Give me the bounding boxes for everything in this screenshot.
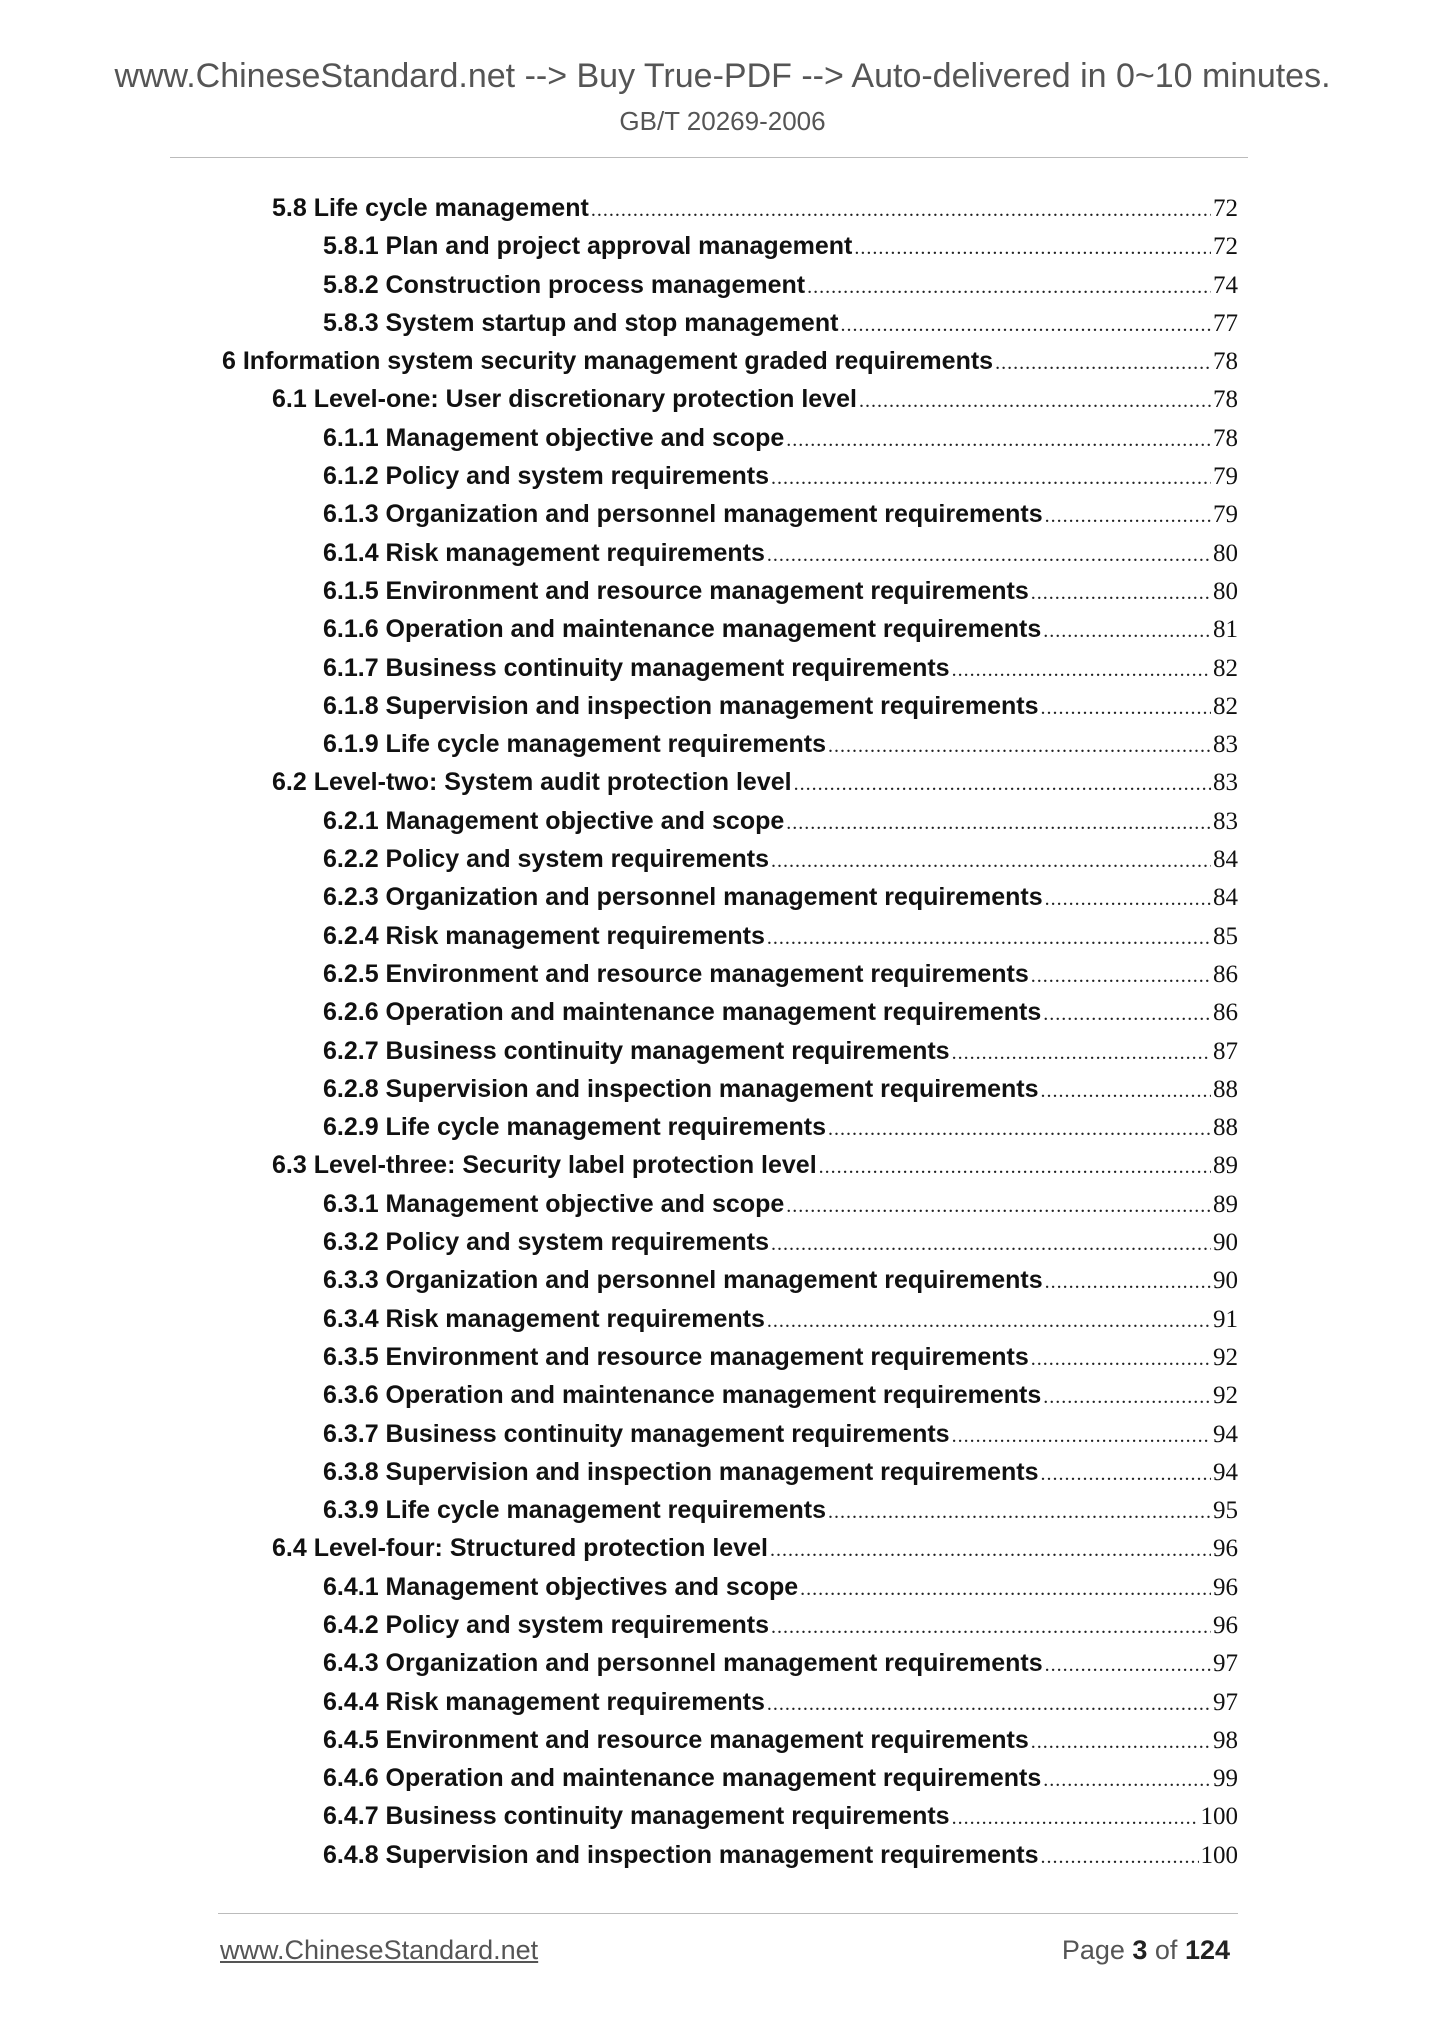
toc-dot-leader bbox=[767, 1302, 1211, 1340]
toc-dot-leader bbox=[1043, 612, 1211, 650]
toc-entry-title: 6.3.2 Policy and system requirements bbox=[323, 1228, 770, 1257]
toc-entry-title: 5.8.1 Plan and project approval management bbox=[323, 232, 853, 261]
toc-entry-title: 6 Information system security management graded requirements bbox=[222, 347, 994, 376]
toc-dot-leader bbox=[1040, 1072, 1211, 1110]
toc-entry-title: 6.1.5 Environment and resource management requirements bbox=[323, 576, 1029, 605]
toc-entry-title: 6.3.9 Life cycle management requirements bbox=[323, 1496, 826, 1525]
toc-entry[interactable] bbox=[0, 1683, 1445, 1721]
toc-dot-leader bbox=[591, 191, 1211, 229]
toc-entry[interactable] bbox=[0, 457, 1445, 495]
toc-dot-leader bbox=[1045, 880, 1211, 918]
footer-site-link[interactable]: www.ChineseStandard.net bbox=[220, 1935, 539, 1965]
toc-entry-page: 96 bbox=[1213, 1535, 1238, 1563]
toc-entry[interactable] bbox=[0, 419, 1445, 457]
toc-entry-title: 6.4.7 Business continuity management requirements bbox=[323, 1802, 950, 1831]
toc-entry-title: 6.3.5 Environment and resource management requirements bbox=[323, 1342, 1029, 1371]
toc-entry-page: 100 bbox=[1200, 1841, 1238, 1869]
toc-dot-leader bbox=[771, 459, 1211, 497]
footer-divider bbox=[218, 1913, 1238, 1914]
toc-entry-title: 6.2.7 Business continuity management requirements bbox=[323, 1036, 950, 1065]
toc-entry[interactable] bbox=[0, 304, 1445, 342]
toc-entry-title: 6.1.9 Life cycle management requirements bbox=[323, 730, 826, 759]
toc-dot-leader bbox=[828, 1110, 1211, 1148]
toc-entry[interactable] bbox=[0, 1491, 1445, 1529]
toc-entry-page: 84 bbox=[1213, 846, 1238, 874]
toc-entry-page: 72 bbox=[1213, 233, 1238, 261]
toc-entry-page: 89 bbox=[1213, 1190, 1238, 1218]
toc-entry[interactable] bbox=[0, 1453, 1445, 1491]
toc-entry-page: 79 bbox=[1213, 501, 1238, 529]
toc-entry-title: 6.4.2 Policy and system requirements bbox=[323, 1610, 770, 1639]
standard-code: GB/T 20269-2006 bbox=[619, 106, 826, 136]
toc-dot-leader bbox=[1031, 574, 1211, 612]
toc-entry-title: 6.4.4 Risk management requirements bbox=[323, 1687, 765, 1716]
toc-entry-page: 80 bbox=[1213, 539, 1238, 567]
toc-entry[interactable] bbox=[0, 342, 1445, 380]
toc-entry-page: 86 bbox=[1213, 999, 1238, 1027]
toc-entry-title: 6.2.9 Life cycle management requirements bbox=[323, 1113, 826, 1142]
toc-entry[interactable] bbox=[0, 1185, 1445, 1223]
toc-entry-page: 86 bbox=[1213, 960, 1238, 988]
toc-entry-page: 91 bbox=[1213, 1305, 1238, 1333]
toc-entry-title: 6.4.1 Management objectives and scope bbox=[323, 1572, 799, 1601]
toc-entry-page: 74 bbox=[1213, 271, 1238, 299]
page-prefix: Page bbox=[1061, 1935, 1133, 1965]
toc-entry[interactable] bbox=[0, 1759, 1445, 1797]
toc-entry[interactable] bbox=[0, 1721, 1445, 1759]
toc-dot-leader bbox=[952, 1799, 1199, 1837]
toc-dot-leader bbox=[767, 1685, 1211, 1723]
toc-entry-page: 79 bbox=[1213, 463, 1238, 491]
toc-dot-leader bbox=[828, 1493, 1211, 1531]
toc-entry[interactable] bbox=[0, 1644, 1445, 1682]
toc-entry-page: 78 bbox=[1213, 348, 1238, 376]
toc-dot-leader bbox=[995, 344, 1211, 382]
toc-dot-leader bbox=[1040, 689, 1211, 727]
toc-dot-leader bbox=[800, 1570, 1211, 1608]
toc-entry-page: 82 bbox=[1213, 654, 1238, 682]
toc-entry[interactable] bbox=[0, 955, 1445, 993]
toc-dot-leader bbox=[771, 842, 1211, 880]
toc-dot-leader bbox=[952, 1034, 1211, 1072]
toc-dot-leader bbox=[1031, 1723, 1211, 1761]
toc-entry-page: 78 bbox=[1213, 424, 1238, 452]
toc-entry-title: 6.4.6 Operation and maintenance management requirements bbox=[323, 1764, 1042, 1793]
toc-dot-leader bbox=[794, 765, 1211, 803]
toc-dot-leader bbox=[767, 919, 1211, 957]
toc-entry[interactable] bbox=[0, 1797, 1445, 1835]
toc-entry[interactable] bbox=[0, 763, 1445, 801]
toc-entry-title: 6.2.8 Supervision and inspection management requirements bbox=[323, 1074, 1039, 1103]
toc-entry-page: 81 bbox=[1213, 616, 1238, 644]
toc-entry-title: 5.8.2 Construction process management bbox=[323, 270, 806, 299]
toc-entry[interactable] bbox=[0, 1338, 1445, 1376]
toc-entry-title: 6.2.6 Operation and maintenance management requirements bbox=[323, 998, 1042, 1027]
toc-entry[interactable] bbox=[0, 1568, 1445, 1606]
header-divider bbox=[170, 157, 1248, 158]
toc-dot-leader bbox=[771, 1225, 1211, 1263]
toc-dot-leader bbox=[952, 1417, 1211, 1455]
toc-entry-title: 6.4.8 Supervision and inspection management requirements bbox=[323, 1840, 1039, 1869]
toc-entry[interactable] bbox=[0, 878, 1445, 916]
toc-entry[interactable] bbox=[0, 495, 1445, 533]
page-total: 124 bbox=[1184, 1935, 1230, 1965]
header-banner: www.ChineseStandard.net --> Buy True-PDF --> Auto-delivered in 0~10 minutes. bbox=[114, 57, 1331, 95]
toc-dot-leader bbox=[840, 306, 1211, 344]
toc-entry-page: 72 bbox=[1213, 195, 1238, 222]
toc-entry-page: 97 bbox=[1213, 1650, 1238, 1678]
toc-entry[interactable] bbox=[0, 1300, 1445, 1338]
toc-entry-page: 94 bbox=[1213, 1458, 1238, 1486]
toc-entry[interactable] bbox=[0, 1376, 1445, 1414]
toc-entry[interactable] bbox=[0, 610, 1445, 648]
toc-entry-page: 96 bbox=[1213, 1573, 1238, 1601]
toc-entry-page: 80 bbox=[1213, 577, 1238, 605]
toc-entry[interactable] bbox=[0, 227, 1445, 265]
toc-entry[interactable] bbox=[0, 1032, 1445, 1070]
toc-dot-leader bbox=[952, 651, 1211, 689]
toc-dot-leader bbox=[1045, 1646, 1211, 1684]
toc-entry-page: 97 bbox=[1213, 1688, 1238, 1716]
toc-entry-title: 6.1.7 Business continuity management requirements bbox=[323, 653, 950, 682]
toc-entry-page: 88 bbox=[1213, 1075, 1238, 1103]
table-of-contents bbox=[0, 189, 1445, 1874]
toc-entry-page: 87 bbox=[1213, 1037, 1238, 1065]
toc-entry[interactable] bbox=[0, 1415, 1445, 1453]
toc-dot-leader bbox=[859, 382, 1211, 420]
toc-entry-title: 6.2.1 Management objective and scope bbox=[323, 806, 785, 835]
page-indicator bbox=[1062, 1933, 1230, 1967]
toc-dot-leader bbox=[854, 229, 1211, 267]
toc-entry[interactable] bbox=[0, 534, 1445, 572]
toc-entry-title: 6.3 Level-three: Security label protection level bbox=[272, 1151, 817, 1180]
toc-entry-title: 6.3.1 Management objective and scope bbox=[323, 1189, 785, 1218]
page-of: of bbox=[1147, 1935, 1185, 1965]
toc-entry-title: 5.8 Life cycle management bbox=[272, 194, 589, 222]
toc-entry-page: 84 bbox=[1213, 884, 1238, 912]
toc-dot-leader bbox=[770, 1531, 1211, 1569]
toc-entry[interactable] bbox=[0, 380, 1445, 418]
page-current: 3 bbox=[1132, 1935, 1148, 1965]
toc-entry-page: 96 bbox=[1213, 1611, 1238, 1639]
toc-entry[interactable] bbox=[0, 687, 1445, 725]
toc-entry-title: 6.1.6 Operation and maintenance management requirements bbox=[323, 615, 1042, 644]
toc-dot-leader bbox=[1043, 1378, 1211, 1416]
toc-dot-leader bbox=[767, 536, 1211, 574]
toc-entry-page: 83 bbox=[1213, 731, 1238, 759]
toc-dot-leader bbox=[1045, 1263, 1211, 1301]
toc-dot-leader bbox=[828, 727, 1211, 765]
toc-entry-page: 99 bbox=[1213, 1765, 1238, 1793]
toc-entry-title: 6.1.4 Risk management requirements bbox=[323, 538, 765, 567]
toc-entry-page: 95 bbox=[1213, 1497, 1238, 1525]
toc-entry-title: 6.2.5 Environment and resource management requirements bbox=[323, 959, 1029, 988]
toc-entry-page: 89 bbox=[1213, 1152, 1238, 1180]
toc-entry[interactable] bbox=[0, 917, 1445, 955]
toc-dot-leader bbox=[1031, 1340, 1211, 1378]
toc-entry-title: 6.2 Level-two: System audit protection level bbox=[272, 768, 792, 797]
toc-entry-title: 6.3.6 Operation and maintenance management requirements bbox=[323, 1381, 1042, 1410]
toc-entry-page: 77 bbox=[1213, 309, 1238, 337]
toc-entry-page: 88 bbox=[1213, 1114, 1238, 1142]
toc-entry[interactable] bbox=[0, 572, 1445, 610]
toc-entry[interactable] bbox=[0, 802, 1445, 840]
toc-entry-title: 6.3.4 Risk management requirements bbox=[323, 1304, 765, 1333]
toc-entry-page: 100 bbox=[1200, 1803, 1238, 1831]
toc-entry[interactable] bbox=[0, 1836, 1445, 1874]
toc-entry-title: 6.3.3 Organization and personnel management requirements bbox=[323, 1266, 1043, 1295]
toc-entry-title: 6.3.8 Supervision and inspection management requirements bbox=[323, 1457, 1039, 1486]
toc-entry[interactable] bbox=[0, 1529, 1445, 1567]
toc-dot-leader bbox=[1031, 957, 1211, 995]
toc-entry-title: 6.1.8 Supervision and inspection management requirements bbox=[323, 691, 1039, 720]
toc-dot-leader bbox=[1043, 995, 1211, 1033]
toc-entry-page: 92 bbox=[1213, 1343, 1238, 1371]
toc-entry-page: 78 bbox=[1213, 386, 1238, 414]
toc-entry-page: 82 bbox=[1213, 692, 1238, 720]
toc-dot-leader bbox=[807, 268, 1211, 306]
toc-entry[interactable] bbox=[0, 1606, 1445, 1644]
toc-entry-title: 6.2.2 Policy and system requirements bbox=[323, 845, 770, 874]
toc-entry-page: 90 bbox=[1213, 1229, 1238, 1257]
toc-entry-page: 92 bbox=[1213, 1382, 1238, 1410]
toc-entry[interactable] bbox=[0, 1146, 1445, 1184]
toc-dot-leader bbox=[819, 1148, 1211, 1186]
toc-entry-title: 6.2.3 Organization and personnel management requirements bbox=[323, 883, 1043, 912]
toc-entry-title: 6.4.5 Environment and resource management requirements bbox=[323, 1725, 1029, 1754]
toc-entry-title: 6.4 Level-four: Structured protection level bbox=[272, 1534, 768, 1563]
toc-dot-leader bbox=[1043, 1761, 1211, 1799]
toc-entry[interactable] bbox=[0, 840, 1445, 878]
toc-entry[interactable] bbox=[0, 725, 1445, 763]
toc-entry-page: 85 bbox=[1213, 922, 1238, 950]
toc-entry-page: 83 bbox=[1213, 807, 1238, 835]
toc-entry-title: 6.1.3 Organization and personnel management requirements bbox=[323, 500, 1043, 529]
toc-entry[interactable] bbox=[0, 1261, 1445, 1299]
toc-dot-leader bbox=[771, 1608, 1211, 1646]
toc-entry[interactable] bbox=[0, 189, 1445, 227]
toc-dot-leader bbox=[1040, 1838, 1198, 1876]
toc-entry-title: 6.1.1 Management objective and scope bbox=[323, 423, 785, 452]
toc-dot-leader bbox=[1045, 497, 1211, 535]
toc-entry[interactable] bbox=[0, 993, 1445, 1031]
toc-dot-leader bbox=[786, 804, 1211, 842]
toc-dot-leader bbox=[786, 1187, 1211, 1225]
toc-dot-leader bbox=[786, 421, 1211, 459]
toc-entry-title: 6.4.3 Organization and personnel management requirements bbox=[323, 1649, 1043, 1678]
toc-entry-title: 5.8.3 System startup and stop management bbox=[323, 308, 839, 337]
toc-entry-title: 6.1.2 Policy and system requirements bbox=[323, 462, 770, 491]
toc-entry-page: 83 bbox=[1213, 769, 1238, 797]
toc-entry[interactable] bbox=[0, 1070, 1445, 1108]
toc-entry-title: 6.3.7 Business continuity management requirements bbox=[323, 1419, 950, 1448]
toc-entry[interactable] bbox=[0, 649, 1445, 687]
toc-entry[interactable] bbox=[0, 1108, 1445, 1146]
toc-entry-title: 6.2.4 Risk management requirements bbox=[323, 921, 765, 950]
toc-entry-title: 6.1 Level-one: User discretionary protection level bbox=[272, 385, 857, 414]
toc-dot-leader bbox=[1040, 1455, 1211, 1493]
toc-entry-page: 90 bbox=[1213, 1267, 1238, 1295]
toc-entry[interactable] bbox=[0, 266, 1445, 304]
toc-entry-page: 98 bbox=[1213, 1726, 1238, 1754]
toc-entry[interactable] bbox=[0, 1223, 1445, 1261]
toc-entry-page: 94 bbox=[1213, 1420, 1238, 1448]
